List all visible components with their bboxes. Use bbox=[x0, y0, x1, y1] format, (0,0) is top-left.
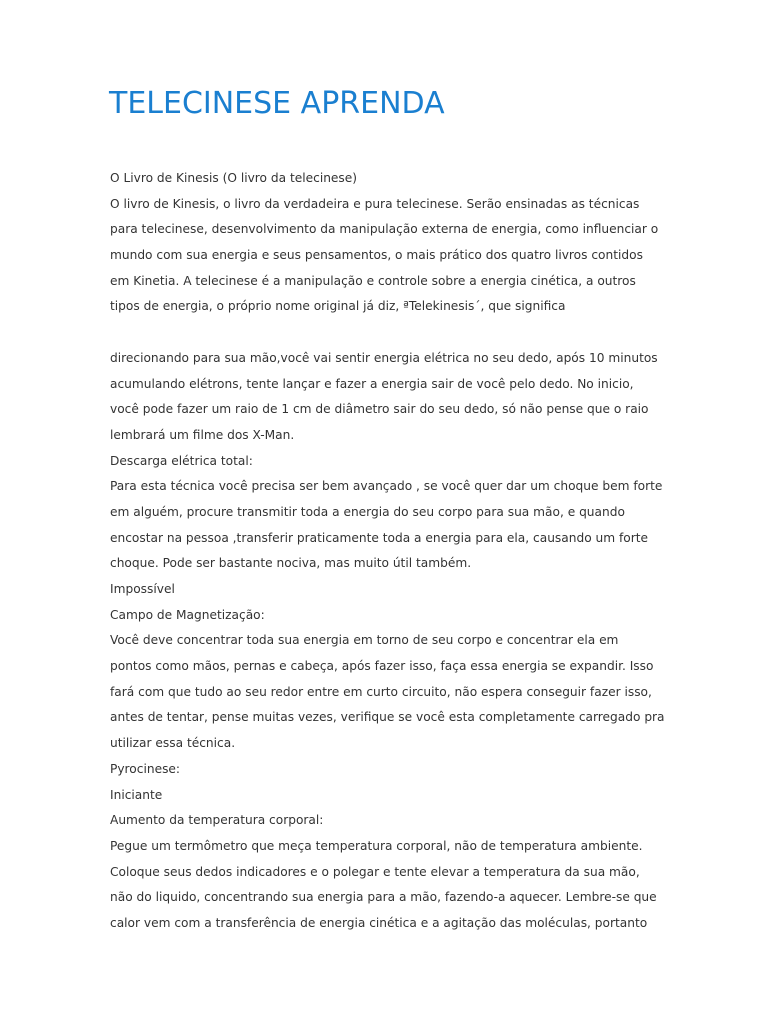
text-line: direcionando para sua mão,você vai sentir energia elétrica no seu dedo, após 10 minutos bbox=[110, 350, 658, 365]
document-title: TELECINESE APRENDA bbox=[109, 86, 445, 121]
text-line: pontos como mãos, pernas e cabeça, após fazer isso, faça essa energia se expandir. Isso bbox=[110, 659, 654, 674]
difficulty-label: Iniciante bbox=[110, 787, 163, 802]
text-line: você pode fazer um raio de 1 cm de diâmetro sair do seu dedo, só não pense que o raio bbox=[110, 402, 649, 417]
text-line: antes de tentar, pense muitas vezes, verifique se você esta completamente carregado pra bbox=[110, 710, 665, 725]
text-line: calor vem com a transferência de energia cinética e a agitação das moléculas, portanto bbox=[110, 915, 648, 930]
text-line: para telecinese, desenvolvimento da manipulação externa de energia, como influenciar o bbox=[110, 222, 659, 237]
text-line: Para esta técnica você precisa ser bem avançado , se você quer dar um choque bem forte bbox=[110, 479, 663, 494]
document-body bbox=[110, 166, 670, 937]
text-line: Você deve concentrar toda sua energia em torno de seu corpo e concentrar ela em bbox=[110, 633, 619, 648]
section-heading: Pyrocinese: bbox=[110, 761, 181, 776]
text-line: fará com que tudo ao seu redor entre em curto circuito, não espera conseguir fazer isso, bbox=[110, 684, 652, 699]
text-line: em alguém, procure transmitir toda a energia do seu corpo para sua mão, e quando bbox=[110, 504, 625, 519]
text-line: utilizar essa técnica. bbox=[110, 736, 236, 751]
text-line: tipos de energia, o próprio nome original já diz, ªTelekinesis´, que significa bbox=[110, 299, 566, 314]
section-heading: Descarga elétrica total: bbox=[110, 453, 253, 468]
text-line: O livro de Kinesis, o livro da verdadeira e pura telecinese. Serão ensinadas as técnicas bbox=[110, 196, 640, 211]
section-heading: Campo de Magnetização: bbox=[110, 607, 265, 622]
text-line: não do liquido, concentrando sua energia para a mão, fazendo-a aquecer. Lembre-se que bbox=[110, 890, 657, 905]
difficulty-label: Impossível bbox=[110, 582, 175, 596]
text-line: mundo com sua energia e seus pensamentos, o mais prático dos quatro livros contidos bbox=[110, 248, 643, 263]
text-line: encostar na pessoa ,transferir praticamente toda a energia para ela, causando um forte bbox=[110, 530, 649, 545]
text-line: Pegue um termômetro que meça temperatura corporal, não de temperatura ambiente. bbox=[110, 838, 643, 853]
text-line: em Kinetia. A telecinese é a manipulação e controle sobre a energia cinética, a outros bbox=[110, 273, 636, 288]
paragraph-gap bbox=[110, 320, 670, 346]
text-line: choque. Pode ser bastante nociva, mas muito útil também. bbox=[110, 556, 472, 571]
text-line: acumulando elétrons, tente lançar e fazer a energia sair de você pelo dedo. No inicio, bbox=[110, 376, 634, 391]
text-line: lembrará um filme dos X-Man. bbox=[110, 427, 295, 442]
text-line: Coloque seus dedos indicadores e o polegar e tente elevar a temperatura da sua mão, bbox=[110, 864, 640, 879]
text-line: O Livro de Kinesis (O livro da telecinese) bbox=[110, 171, 358, 185]
section-heading: Aumento da temperatura corporal: bbox=[110, 813, 324, 828]
